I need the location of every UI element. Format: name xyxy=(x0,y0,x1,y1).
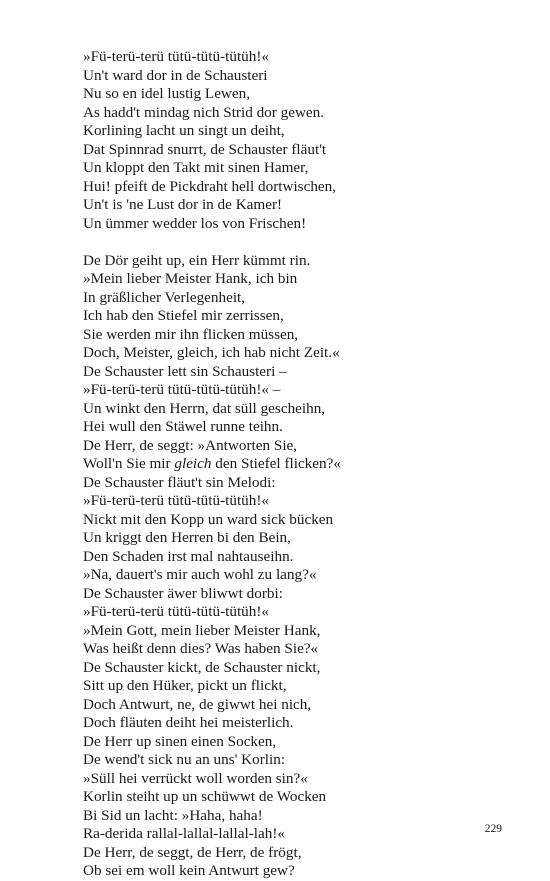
poem-line: Hei wull den Stäwel runne teihn. xyxy=(83,418,283,435)
poem-line: De Schauster fläut't sin Melodi: xyxy=(83,473,276,491)
poem-line: »Fü-terü-terü tütü-tütü-tütüh!« – xyxy=(83,381,281,398)
poem-line: Dat Spinnrad snurrt, de Schauster fläut't xyxy=(83,140,327,158)
poem-line: Ich hab den Stiefel mir zerrissen, xyxy=(83,307,284,324)
poem-line: Ob sei em woll kein Antwurt gew? xyxy=(83,862,295,879)
poem-line: De Dör geiht up, ein Herr kümmt rin. xyxy=(83,251,311,269)
poem-line: Korlin steiht up un schüwwt de Wocken xyxy=(83,788,327,805)
poem-line: Doch fläuten deiht hei meisterlich. xyxy=(83,714,294,731)
poem-line: De Herr up sinen einen Socken, xyxy=(83,732,277,750)
page-number: 229 xyxy=(484,823,502,835)
poem-line: Ra-derida rallal-lallal-lallal-lah!« xyxy=(83,825,285,842)
poem-line: De Herr, de seggt: »Antworten Sie, xyxy=(83,436,298,454)
poem-line: As hadd't mindag nich Strid dor gewen. xyxy=(83,103,325,121)
poem-line: Un ümmer wedder los von Frischen! xyxy=(83,214,307,232)
poem-line: Sie werden mir ihn flicken müssen, xyxy=(83,325,299,343)
stanza-1 xyxy=(83,48,523,233)
poem-line: Was heißt denn dies? Was haben Sie?« xyxy=(83,640,319,657)
poem-line: Nu so en idel lustig Lewen, xyxy=(83,85,251,102)
poem-line: »Mein lieber Meister Hank, ich bin xyxy=(83,270,298,287)
poem-line: »Fü-terü-terü tütü-tütü-tütüh!« xyxy=(83,603,270,620)
poem-line: De Schauster lett sin Schausteri – xyxy=(83,362,287,380)
poem-line: Doch Antwurt, ne, de giwwt hei nich, xyxy=(83,695,312,713)
poem-line-with-italic xyxy=(83,455,523,474)
poem-line: Den Schaden irst mal nahtauseihn. xyxy=(83,547,294,565)
poem-line: De wend't sick nu an uns' Korlin: xyxy=(83,751,286,768)
poem-line: In gräßlicher Verlegenheit, xyxy=(83,288,246,306)
line-segment: den Stiefel flicken?« xyxy=(211,455,341,472)
italic-word: gleich xyxy=(174,455,212,472)
poem-line: Doch, Meister, gleich, ich hab nicht Zeit.« xyxy=(83,344,340,361)
poem-line: »Na, dauert's mir auch wohl zu lang?« xyxy=(83,566,317,583)
poem-line: De Herr, de seggt, de Herr, de frögt, xyxy=(83,843,302,861)
poem-line: De Schauster kickt, de Schauster nickt, xyxy=(83,658,321,676)
poem-line: Hui! pfeift de Pickdraht hell dortwischen, xyxy=(83,177,337,195)
poem-line: Un't ward dor in de Schausteri xyxy=(83,66,268,84)
line-segment: Woll'n Sie mir xyxy=(83,455,175,472)
poem-line: »Fü-terü-terü tütü-tütü-tütüh!« xyxy=(83,492,270,509)
poem-line: Korlining lacht un singt un deiht, xyxy=(83,122,285,139)
poem-line: De Schauster äwer bliwwt dorbi: xyxy=(83,584,283,602)
poem-line: Un winkt den Herrn, dat süll gescheihn, xyxy=(83,399,326,417)
poem-line: »Mein Gott, mein lieber Meister Hank, xyxy=(83,621,321,639)
poem-line: Bi Sid un lacht: »Haha, haha! xyxy=(83,806,263,824)
poem-line: »Fü-terü-terü tütü-tütü-tütüh!« xyxy=(83,48,270,65)
stanza-2 xyxy=(83,252,523,881)
poem-line: Nickt mit den Kopp un ward sick bücken xyxy=(83,510,334,528)
poem-line: Un kloppt den Takt mit sinen Hamer, xyxy=(83,159,309,176)
poem-line: Un kriggt den Herren bi den Bein, xyxy=(83,529,291,546)
poem-line: »Süll hei verrückt woll worden sin?« xyxy=(83,769,308,787)
poem-text xyxy=(83,48,523,881)
poem-line: Un't is 'ne Lust dor in de Kamer! xyxy=(83,196,283,213)
poem-line: Sitt up den Hüker, pickt un flickt, xyxy=(83,677,287,694)
